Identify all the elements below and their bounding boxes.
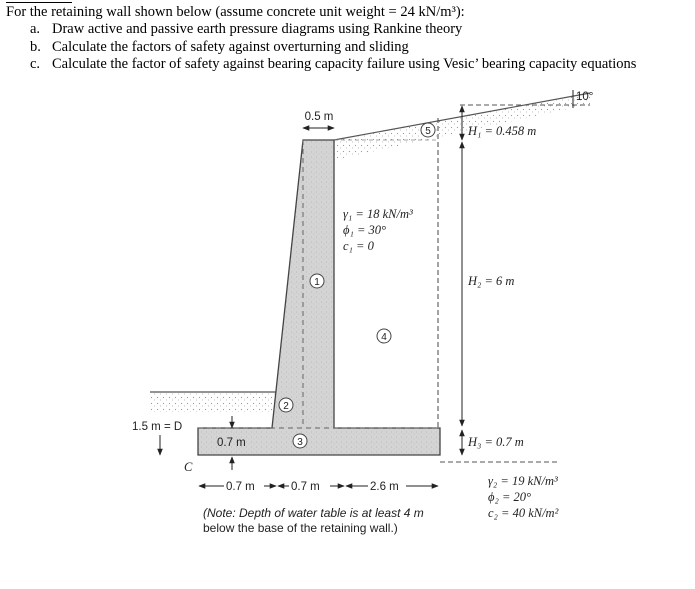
note-line-2: below the base of the retaining wall.) <box>203 521 398 535</box>
width-label-2: 0.7 m <box>291 481 320 493</box>
soil1-cohesion: c₁ = 0 <box>343 239 374 253</box>
section-number: 4 <box>381 332 387 343</box>
section-marker-4 <box>377 329 391 343</box>
question-intro: For the retaining wall shown below (assume concrete unit weight = 24 kN/m³): <box>6 4 465 20</box>
point-c-label: C <box>184 460 193 474</box>
width-label-3: 2.6 m <box>370 481 399 493</box>
section-marker-2 <box>279 398 293 412</box>
soil2-cohesion: c₂ = 40 kN/m² <box>488 506 559 520</box>
soil1-gamma: γ₁ = 18 kN/m³ <box>343 207 413 221</box>
section-marker-3 <box>293 434 307 448</box>
depth-label: 1.5 m = D <box>132 421 183 433</box>
item-text: Draw active and passive earth pressure diagrams using Rankine theory <box>52 21 463 37</box>
section-number: 2 <box>283 401 289 412</box>
section-number: 5 <box>425 126 431 137</box>
item-marker: a. <box>30 21 41 37</box>
width-label-1: 0.7 m <box>226 481 255 493</box>
section-number: 1 <box>314 277 320 288</box>
toe-thickness-label: 0.7 m <box>217 437 246 449</box>
front-ground-soil <box>150 392 280 412</box>
section-marker-1 <box>310 274 324 288</box>
slope-angle-label: 10° <box>576 91 594 103</box>
note-line-1: (Note: Depth of water table is at least 4 m <box>203 506 424 520</box>
soil2-gamma: γ₂ = 19 kN/m³ <box>488 474 558 488</box>
h3-label: H₃ = 0.7 m <box>468 435 524 449</box>
item-text: Calculate the factors of safety against overturning and sliding <box>52 38 409 55</box>
item-marker: c. <box>30 56 41 72</box>
top-width-label: 0.5 m <box>304 111 334 123</box>
item-text: Calculate the factor of safety against bearing capacity failure using Vesic’ bearing capacity equations <box>52 56 637 72</box>
soil2-phi: ϕ₂ = 20° <box>488 490 531 504</box>
section-number: 3 <box>297 437 303 448</box>
h2-label: H₂ = 6 m <box>468 274 515 288</box>
section-marker-5 <box>421 123 435 137</box>
item-marker: b. <box>30 38 41 55</box>
h1-label: H₁ = 0.458 m <box>468 124 537 138</box>
soil1-phi: ϕ₁ = 30° <box>343 223 386 237</box>
